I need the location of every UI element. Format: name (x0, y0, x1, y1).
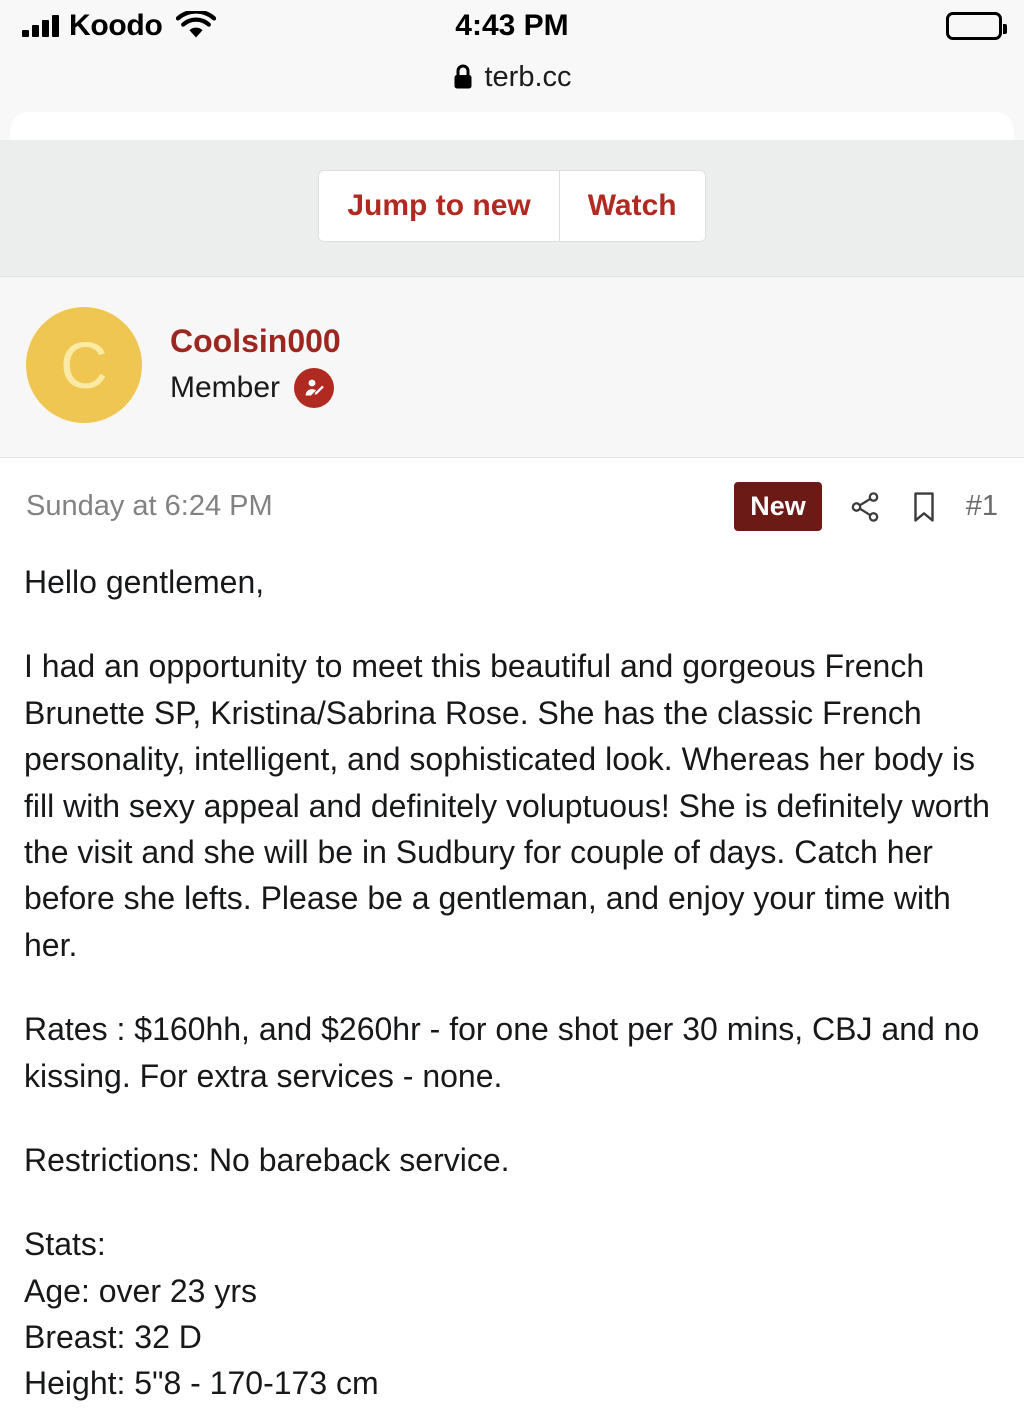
wifi-icon (176, 11, 216, 41)
jump-to-new-button[interactable]: Jump to new (319, 171, 558, 241)
post-paragraph: Hello gentlemen, (24, 564, 265, 600)
status-bar-clock: 4:43 PM (455, 9, 569, 42)
status-bar (0, 0, 1024, 52)
carrier-label: Koodo (69, 9, 163, 42)
stats-item: Breast: 32 D (24, 1319, 202, 1356)
author-user-title: Member (170, 370, 281, 404)
post-date[interactable]: Sunday at 6:24 PM (26, 490, 273, 522)
avatar[interactable]: C (26, 307, 142, 423)
url-text: terb.cc (484, 60, 572, 93)
lock-icon (452, 63, 474, 91)
post-author-header (0, 277, 1024, 458)
post-paragraph: I had an opportunity to meet this beautiful and gorgeous French Brunette SP, Kristina/Sabrina Rose. She has the classic French personality, intelligent, and sophisticated look. Whereas her body is fill with sexy appeal and definitely voluptuous! She is definitely worth the visit and she will be in Sudbury for couple of days. Catch her before she lefts. Please be a gentleman, and enjoy your time with her. (24, 648, 990, 963)
status-bar-left (22, 9, 216, 43)
battery-icon (946, 12, 1002, 40)
post-paragraph: Restrictions: No bareback service. (24, 1141, 510, 1178)
author-title-row (170, 368, 341, 408)
post-meta-actions (734, 482, 998, 531)
browser-url-bar[interactable] (0, 52, 1024, 102)
status-badge: New (734, 482, 822, 531)
post-body (0, 549, 1024, 1407)
post-meta-row (0, 458, 1024, 549)
stats-item: Age: over 23 yrs (24, 1272, 257, 1309)
watch-button[interactable]: Watch (559, 171, 705, 241)
share-icon[interactable] (848, 490, 882, 524)
bookmark-icon[interactable] (908, 490, 940, 524)
thread-toolbar-button-group (318, 170, 705, 242)
post-paragraph: Rates : $160hh, and $260hr - for one shot per 30 mins, CBJ and no kissing. For extra services - none. (24, 1011, 980, 1094)
thread-toolbar (0, 140, 1024, 277)
stats-label: Stats: (24, 1226, 106, 1263)
author-username[interactable]: Coolsin000 (170, 322, 341, 359)
cellular-signal-icon (22, 15, 59, 37)
author-meta (170, 323, 341, 408)
post-number[interactable]: #1 (965, 490, 998, 522)
stats-item: Height: 5"8 - 170-173 cm (24, 1365, 379, 1402)
page-sheet-top (0, 102, 1024, 140)
status-bar-right (946, 12, 1002, 40)
member-badge-icon (294, 368, 334, 408)
